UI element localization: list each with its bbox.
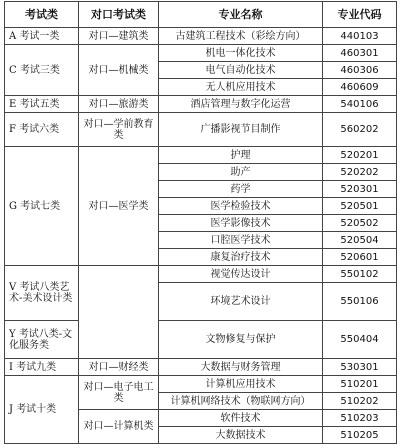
table-row bbox=[5, 113, 397, 147]
major-name-cell: 无人机应用技术 bbox=[159, 79, 323, 96]
vocational-cell: 对口—建筑类 bbox=[79, 28, 159, 45]
table-row bbox=[5, 45, 397, 62]
major-code-cell: 460301 bbox=[323, 45, 397, 62]
header-vocational: 对口考试类 bbox=[79, 2, 159, 28]
vocational-cell: 对口—电子电工类 bbox=[79, 376, 159, 410]
category-cell: A 考试一类 bbox=[5, 28, 79, 45]
table-row bbox=[5, 359, 397, 376]
header-category: 考试类 bbox=[5, 2, 79, 28]
major-code-cell: 540106 bbox=[323, 96, 397, 113]
vocational-cell: 对口—机械类 bbox=[79, 45, 159, 96]
major-name-cell: 医学影像技术 bbox=[159, 215, 323, 232]
header-major-code: 专业代码 bbox=[323, 2, 397, 28]
major-code-cell: 530301 bbox=[323, 359, 397, 376]
major-code-cell: 510203 bbox=[323, 410, 397, 427]
major-name-cell: 口腔医学技术 bbox=[159, 232, 323, 249]
major-name-cell: 酒店管理与数字化运营 bbox=[159, 96, 323, 113]
category-cell: V 考试八类艺术-美术设计类 bbox=[5, 266, 79, 321]
major-name-cell: 视觉传达设计 bbox=[159, 266, 323, 283]
major-name-cell: 软件技术 bbox=[159, 410, 323, 427]
major-name-cell: 大数据技术 bbox=[159, 427, 323, 444]
major-name-cell: 计算机网络技术（物联网方向） bbox=[159, 393, 323, 410]
header-major-name: 专业名称 bbox=[159, 2, 323, 28]
major-name-cell: 环境艺术设计 bbox=[159, 283, 323, 321]
table-row bbox=[5, 266, 397, 283]
major-code-cell: 440103 bbox=[323, 28, 397, 45]
major-code-cell: 460609 bbox=[323, 79, 397, 96]
major-code-cell: 510205 bbox=[323, 427, 397, 444]
major-name-cell: 药学 bbox=[159, 181, 323, 198]
major-code-cell: 550102 bbox=[323, 266, 397, 283]
category-cell: F 考试六类 bbox=[5, 113, 79, 147]
table-row bbox=[5, 147, 397, 164]
major-code-cell: 520504 bbox=[323, 232, 397, 249]
major-code-cell: 550106 bbox=[323, 283, 397, 321]
major-code-cell: 520202 bbox=[323, 164, 397, 181]
vocational-cell: 对口—医学类 bbox=[79, 147, 159, 266]
major-name-cell: 计算机应用技术 bbox=[159, 376, 323, 393]
major-code-cell: 520501 bbox=[323, 198, 397, 215]
major-code-cell: 520201 bbox=[323, 147, 397, 164]
major-code-cell: 550404 bbox=[323, 321, 397, 359]
category-cell: I 考试九类 bbox=[5, 359, 79, 376]
major-name-cell: 康复治疗技术 bbox=[159, 249, 323, 266]
major-code-cell: 520502 bbox=[323, 215, 397, 232]
major-name-cell: 护理 bbox=[159, 147, 323, 164]
major-name-cell: 广播影视节目制作 bbox=[159, 113, 323, 147]
major-code-cell: 510202 bbox=[323, 393, 397, 410]
major-name-cell: 电气自动化技术 bbox=[159, 62, 323, 79]
table-row bbox=[5, 321, 397, 359]
category-cell: C 考试三类 bbox=[5, 45, 79, 96]
major-code-cell: 520601 bbox=[323, 249, 397, 266]
major-table bbox=[4, 1, 397, 444]
vocational-cell bbox=[79, 266, 159, 359]
table-header-row bbox=[5, 2, 397, 28]
category-cell: J 考试十类 bbox=[5, 376, 79, 444]
vocational-cell: 对口—计算机类 bbox=[79, 410, 159, 444]
table-row bbox=[5, 96, 397, 113]
table-row bbox=[5, 376, 397, 393]
major-name-cell: 机电一体化技术 bbox=[159, 45, 323, 62]
category-cell: G 考试七类 bbox=[5, 147, 79, 266]
major-code-cell: 520301 bbox=[323, 181, 397, 198]
major-name-cell: 古建筑工程技术（彩绘方向） bbox=[159, 28, 323, 45]
category-cell: Y 考试八类-文化服务类 bbox=[5, 321, 79, 359]
category-cell: E 考试五类 bbox=[5, 96, 79, 113]
major-code-cell: 560202 bbox=[323, 113, 397, 147]
vocational-cell: 对口—学前教育类 bbox=[79, 113, 159, 147]
vocational-cell: 对口—财经类 bbox=[79, 359, 159, 376]
table-row bbox=[5, 28, 397, 45]
major-code-cell: 460306 bbox=[323, 62, 397, 79]
major-name-cell: 医学检验技术 bbox=[159, 198, 323, 215]
major-code-cell: 510201 bbox=[323, 376, 397, 393]
major-name-cell: 大数据与财务管理 bbox=[159, 359, 323, 376]
major-name-cell: 文物修复与保护 bbox=[159, 321, 323, 359]
vocational-cell: 对口—旅游类 bbox=[79, 96, 159, 113]
major-name-cell: 助产 bbox=[159, 164, 323, 181]
